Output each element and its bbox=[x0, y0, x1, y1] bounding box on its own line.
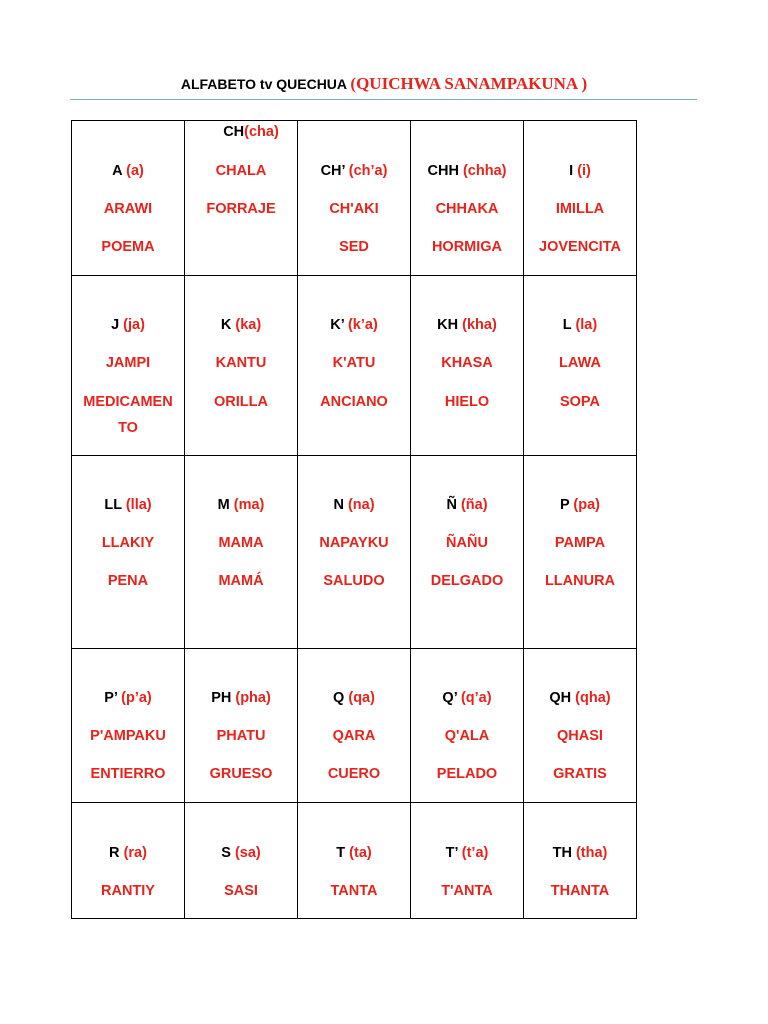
alphabet-cell: T (ta) TANTA bbox=[298, 803, 411, 919]
alphabet-cell: M (ma) MAMA MAMÁ bbox=[185, 456, 298, 649]
alphabet-cell: A (a) ARAWI POEMA bbox=[72, 121, 185, 276]
table-row bbox=[72, 456, 637, 649]
alphabet-cell: CHH (chha) CHHAKA HORMIGA bbox=[411, 121, 524, 276]
table-row bbox=[72, 803, 637, 919]
alphabet-cell: TH (tha) THANTA bbox=[524, 803, 637, 919]
alphabet-cell: J (ja) JAMPI MEDICAMEN TO bbox=[72, 276, 185, 456]
table-row bbox=[72, 649, 637, 803]
document-title bbox=[0, 74, 768, 94]
title-underline bbox=[70, 99, 697, 100]
alphabet-cell: P (pa) PAMPA LLANURA bbox=[524, 456, 637, 649]
alphabet-cell: R (ra) RANTIY bbox=[72, 803, 185, 919]
table-row bbox=[72, 121, 637, 276]
alphabet-cell: P’ (p’a) P'AMPAKU ENTIERRO bbox=[72, 649, 185, 803]
table-row bbox=[72, 276, 637, 456]
alphabet-cell: Q (qa) QARA CUERO bbox=[298, 649, 411, 803]
alphabet-cell: K’ (k’a) K'ATU ANCIANO bbox=[298, 276, 411, 456]
alphabet-cell: N (na) NAPAYKU SALUDO bbox=[298, 456, 411, 649]
title-subtitle: (QUICHWA SANAMPAKUNA ) bbox=[350, 74, 588, 93]
alphabet-cell: I (i) IMILLA JOVENCITA bbox=[524, 121, 637, 276]
alphabet-cell: PH (pha) PHATU GRUESO bbox=[185, 649, 298, 803]
alphabet-table bbox=[71, 120, 637, 919]
alphabet-cell: T’ (t’a) T'ANTA bbox=[411, 803, 524, 919]
alphabet-cell: L (la) LAWA SOPA bbox=[524, 276, 637, 456]
alphabet-cell: Ñ (ña) ÑAÑU DELGADO bbox=[411, 456, 524, 649]
alphabet-cell: CH’ (ch’a) CH'AKI SED bbox=[298, 121, 411, 276]
alphabet-cell: QH (qha) QHASI GRATIS bbox=[524, 649, 637, 803]
alphabet-cell: LL (lla) LLAKIY PENA bbox=[72, 456, 185, 649]
alphabet-cell: KH (kha) KHASA HIELO bbox=[411, 276, 524, 456]
alphabet-cell: CH(cha) CHALA FORRAJE bbox=[185, 121, 298, 276]
alphabet-cell: K (ka) KANTU ORILLA bbox=[185, 276, 298, 456]
alphabet-cell: S (sa) SASI bbox=[185, 803, 298, 919]
title-main: ALFABETO tv QUECHUA bbox=[180, 76, 347, 92]
alphabet-cell: Q’ (q’a) Q'ALA PELADO bbox=[411, 649, 524, 803]
